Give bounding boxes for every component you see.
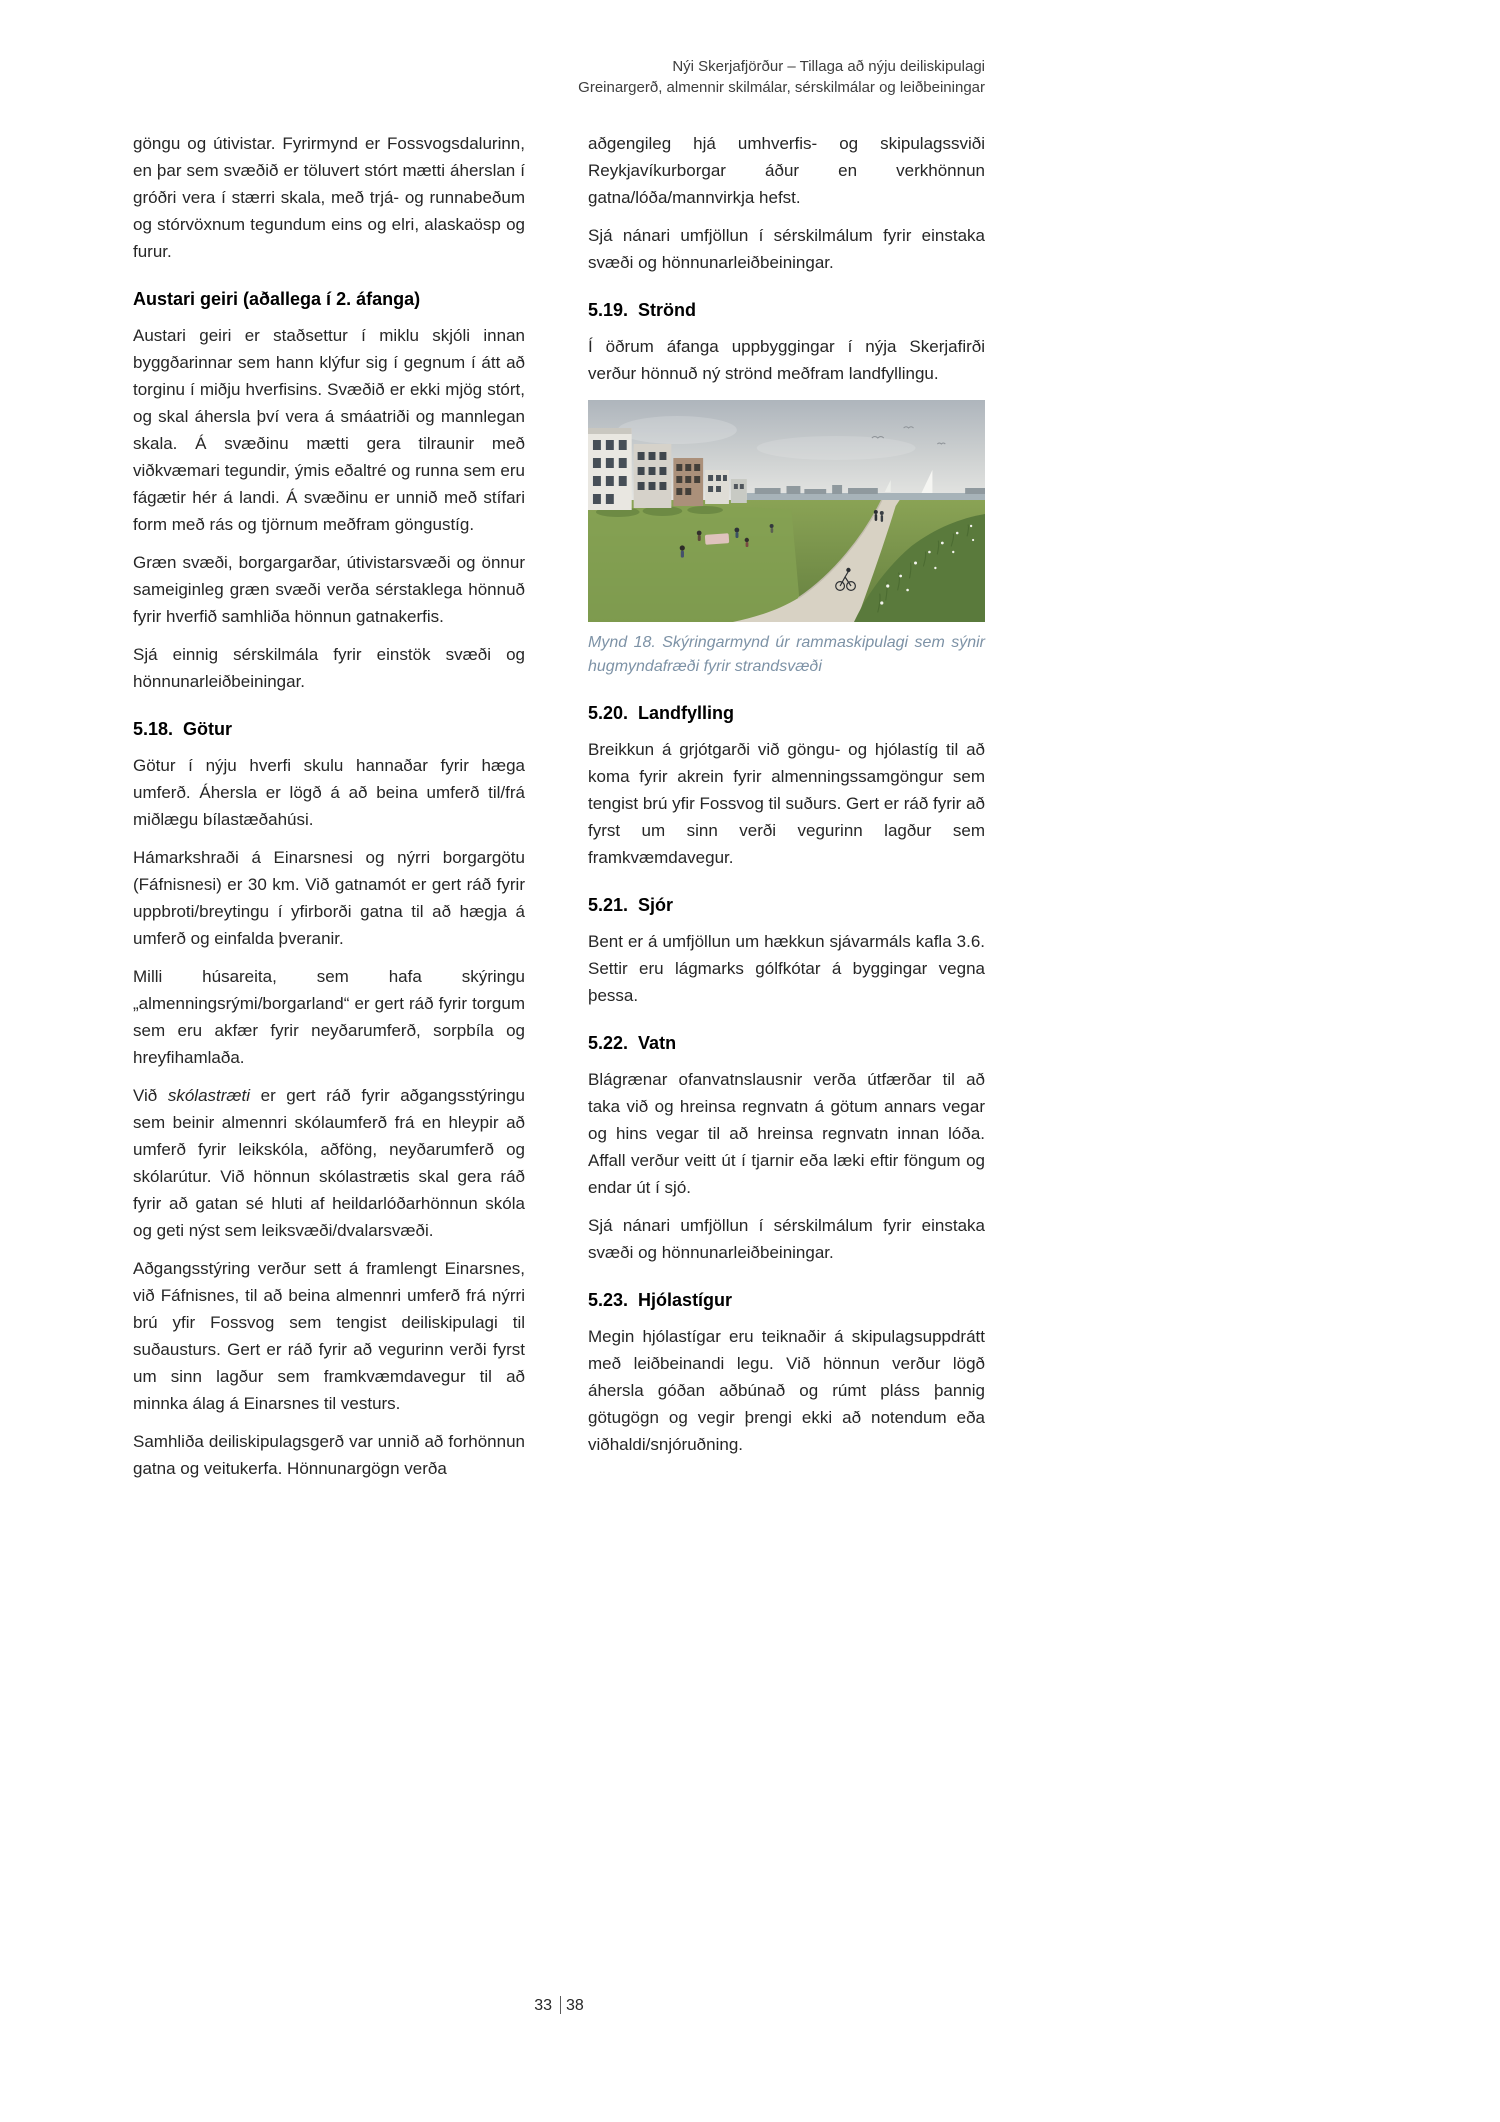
right-column <box>588 130 985 1469</box>
left-column <box>133 130 525 1493</box>
page-number-total: 38 <box>566 1997 584 2014</box>
heading-number: 5.22. <box>588 1033 629 1053</box>
paragraph: Hámarkshraði á Einarsnesi og nýrri borgargötu (Fáfnisnesi) er 30 km. Við gatnamót er gert ráð fyrir uppbroti/breytingu í yfirborði gatna til að hægja á umferð og einfalda þveranir. <box>133 848 525 948</box>
paragraph: Sjá nánari umfjöllun í sérskilmálum fyrir einstaka svæði og hönnunarleiðbeiningar. <box>588 226 985 272</box>
paragraph: Megin hjólastígar eru teiknaðir á skipulagsuppdrátt með leiðbeinandi legu. Við hönnun verður lögð áhersla góðan aðbúnað og rúmt pláss þannig götugögn og vegir þrengi ekki að notendum eða viðhaldi/snjóruðning. <box>588 1327 985 1454</box>
heading-vatn <box>588 1030 985 1056</box>
heading-sjor <box>588 892 985 918</box>
paragraph: Blágrænar ofanvatnslausnir verða útfærðar til að taka við og hreinsa regnvatn á götum annars vegar og hins vegar til að hreinsa regnvatn innan lóða. Affall verður veitt út í tjarnir eða læki eftir föngum og endar út í sjó. <box>588 1070 985 1197</box>
paragraph: Græn svæði, borgargarðar, útivistarsvæði og önnur sameiginleg græn svæði verða sérstaklega hönnuð fyrir hverfið samhliða hönnun gatnakerfis. <box>133 553 525 626</box>
heading-number: 5.23. <box>588 1290 629 1310</box>
heading-number: 5.18. <box>133 719 174 739</box>
heading-label: Strönd <box>638 300 697 320</box>
heading-austari-geiri: Austari geiri (aðallega í 2. áfanga) <box>133 289 421 309</box>
heading-number: 5.20. <box>588 703 629 723</box>
paragraph: Austari geiri er staðsettur í miklu skjóli innan byggðarinnar sem hann klýfur sig í gegnum í átt að torginu í miðju hverfisins. Svæðið er ekki mjög stórt, og skal áhersla því vera á smáatriði og mannlegan skala. Á svæðinu mætti gera tilraunir með viðkvæmari tegundir, ýmis eðaltré og runna sem eru fágætir hér á landi. Á svæðinu er unnið með stífari form með rás og tjörnum meðfram göngustíg. <box>133 326 525 534</box>
heading-label: Hjólastígur <box>638 1290 733 1310</box>
paragraph: aðgengileg hjá umhverfis- og skipulagssviði Reykjavíkurborgar áður en verkhönnun gatna/lóða/mannvirkja hefst. <box>588 134 985 207</box>
heading-strond <box>588 297 985 323</box>
header-subtitle: Greinargerð, almennir skilmálar, sérskilmálar og leiðbeiningar <box>578 79 985 96</box>
heading-label: Vatn <box>638 1033 677 1053</box>
paragraph: Breikkun á grjótgarði við göngu- og hjólastíg til að koma fyrir akrein fyrir almenningssamgöngur sem tengist brú yfir Fossvog til suðurs. Gert er ráð fyrir að fyrst um sinn verði vegurinn lagður sem framkvæmdavegur. <box>588 740 985 867</box>
paragraph: Í öðrum áfanga uppbyggingar í nýja Skerjafirði verður hönnuð ný strönd meðfram landfyllingu. <box>588 337 985 383</box>
heading-gotur <box>133 716 525 742</box>
paragraph: Sjá einnig sérskilmála fyrir einstök svæði og hönnunarleiðbeiningar. <box>133 645 525 691</box>
heading-label: Götur <box>183 719 233 739</box>
page-number-current: 33 <box>534 1997 552 2014</box>
paragraph: Götur í nýju hverfi skulu hannaðar fyrir hæga umferð. Áhersla er lögð á að beina umferð til/frá miðlægu bílastæðahúsi. <box>133 756 525 829</box>
heading-label: Landfylling <box>638 703 735 723</box>
text-run: Við <box>133 1086 168 1105</box>
strand-rendering-image <box>588 400 985 622</box>
page-number-divider <box>560 1996 561 2014</box>
heading-landfylling <box>588 700 985 726</box>
paragraph: göngu og útivistar. Fyrirmynd er Fossvogsdalurinn, en þar sem svæðið er töluvert stórt mætti áherslan í gróðri vera í stærri skala, með trjá- og runnabeðum og stórvöxnum tegundum eins og elri, alaskaösp og furur. <box>133 134 525 261</box>
heading-hjolastigur <box>588 1287 985 1313</box>
heading-number: 5.19. <box>588 300 629 320</box>
paragraph: Aðgangsstýring verður sett á framlengt Einarsnes, við Fáfnisnes, til að beina almennri umferð frá nýrri brú yfir Fossvog sem tengist deiliskipulagi til suðausturs. Gert er ráð fyrir að vegurinn verði fyrst um sinn lagður sem framkvæmdavegur til að minnka álag á Einarsnes til vesturs. <box>133 1259 525 1413</box>
heading-label: Sjór <box>638 895 674 915</box>
paragraph: Milli húsareita, sem hafa skýringu „almenningsrými/borgarland“ er gert ráð fyrir torgum sem eru akfær fyrir neyðarumferð, sorpbíla og hreyfihamlaða. <box>133 967 525 1067</box>
figure-caption: Mynd 18. Skýringarmynd úr rammaskipulagi sem sýnir hugmyndafræði fyrir strandsvæði <box>588 634 985 675</box>
paragraph <box>133 1082 525 1244</box>
page-footer <box>133 1996 985 2015</box>
paragraph: Samhliða deiliskipulagsgerð var unnið að forhönnun gatna og veitukerfa. Hönnunargögn verða <box>133 1432 525 1478</box>
text-run: er gert ráð fyrir aðgangsstýringu sem beinir almennri skólaumferð frá en hleypir að umferð fyrir leikskóla, aðföng, neyðarumferð og skólarútur. Við hönnun skólastrætis skal gera ráð fyrir að gatan sé hluti af heildarlóðarhönnun skóla og geti nýst sem leiksvæði/dvalarsvæði. <box>133 1086 525 1240</box>
text-run-italic: skólastræti <box>167 1086 251 1105</box>
document-header <box>133 56 985 98</box>
paragraph: Bent er á umfjöllun um hækkun sjávarmáls kafla 3.6. Settir eru lágmarks gólfkótar á byggingar vegna þessa. <box>588 932 985 1005</box>
figure-strand <box>588 400 985 622</box>
heading-number: 5.21. <box>588 895 629 915</box>
header-title: Nýi Skerjafjörður – Tillaga að nýju deiliskipulagi <box>672 58 985 75</box>
paragraph: Sjá nánari umfjöllun í sérskilmálum fyrir einstaka svæði og hönnunarleiðbeiningar. <box>588 1216 985 1262</box>
